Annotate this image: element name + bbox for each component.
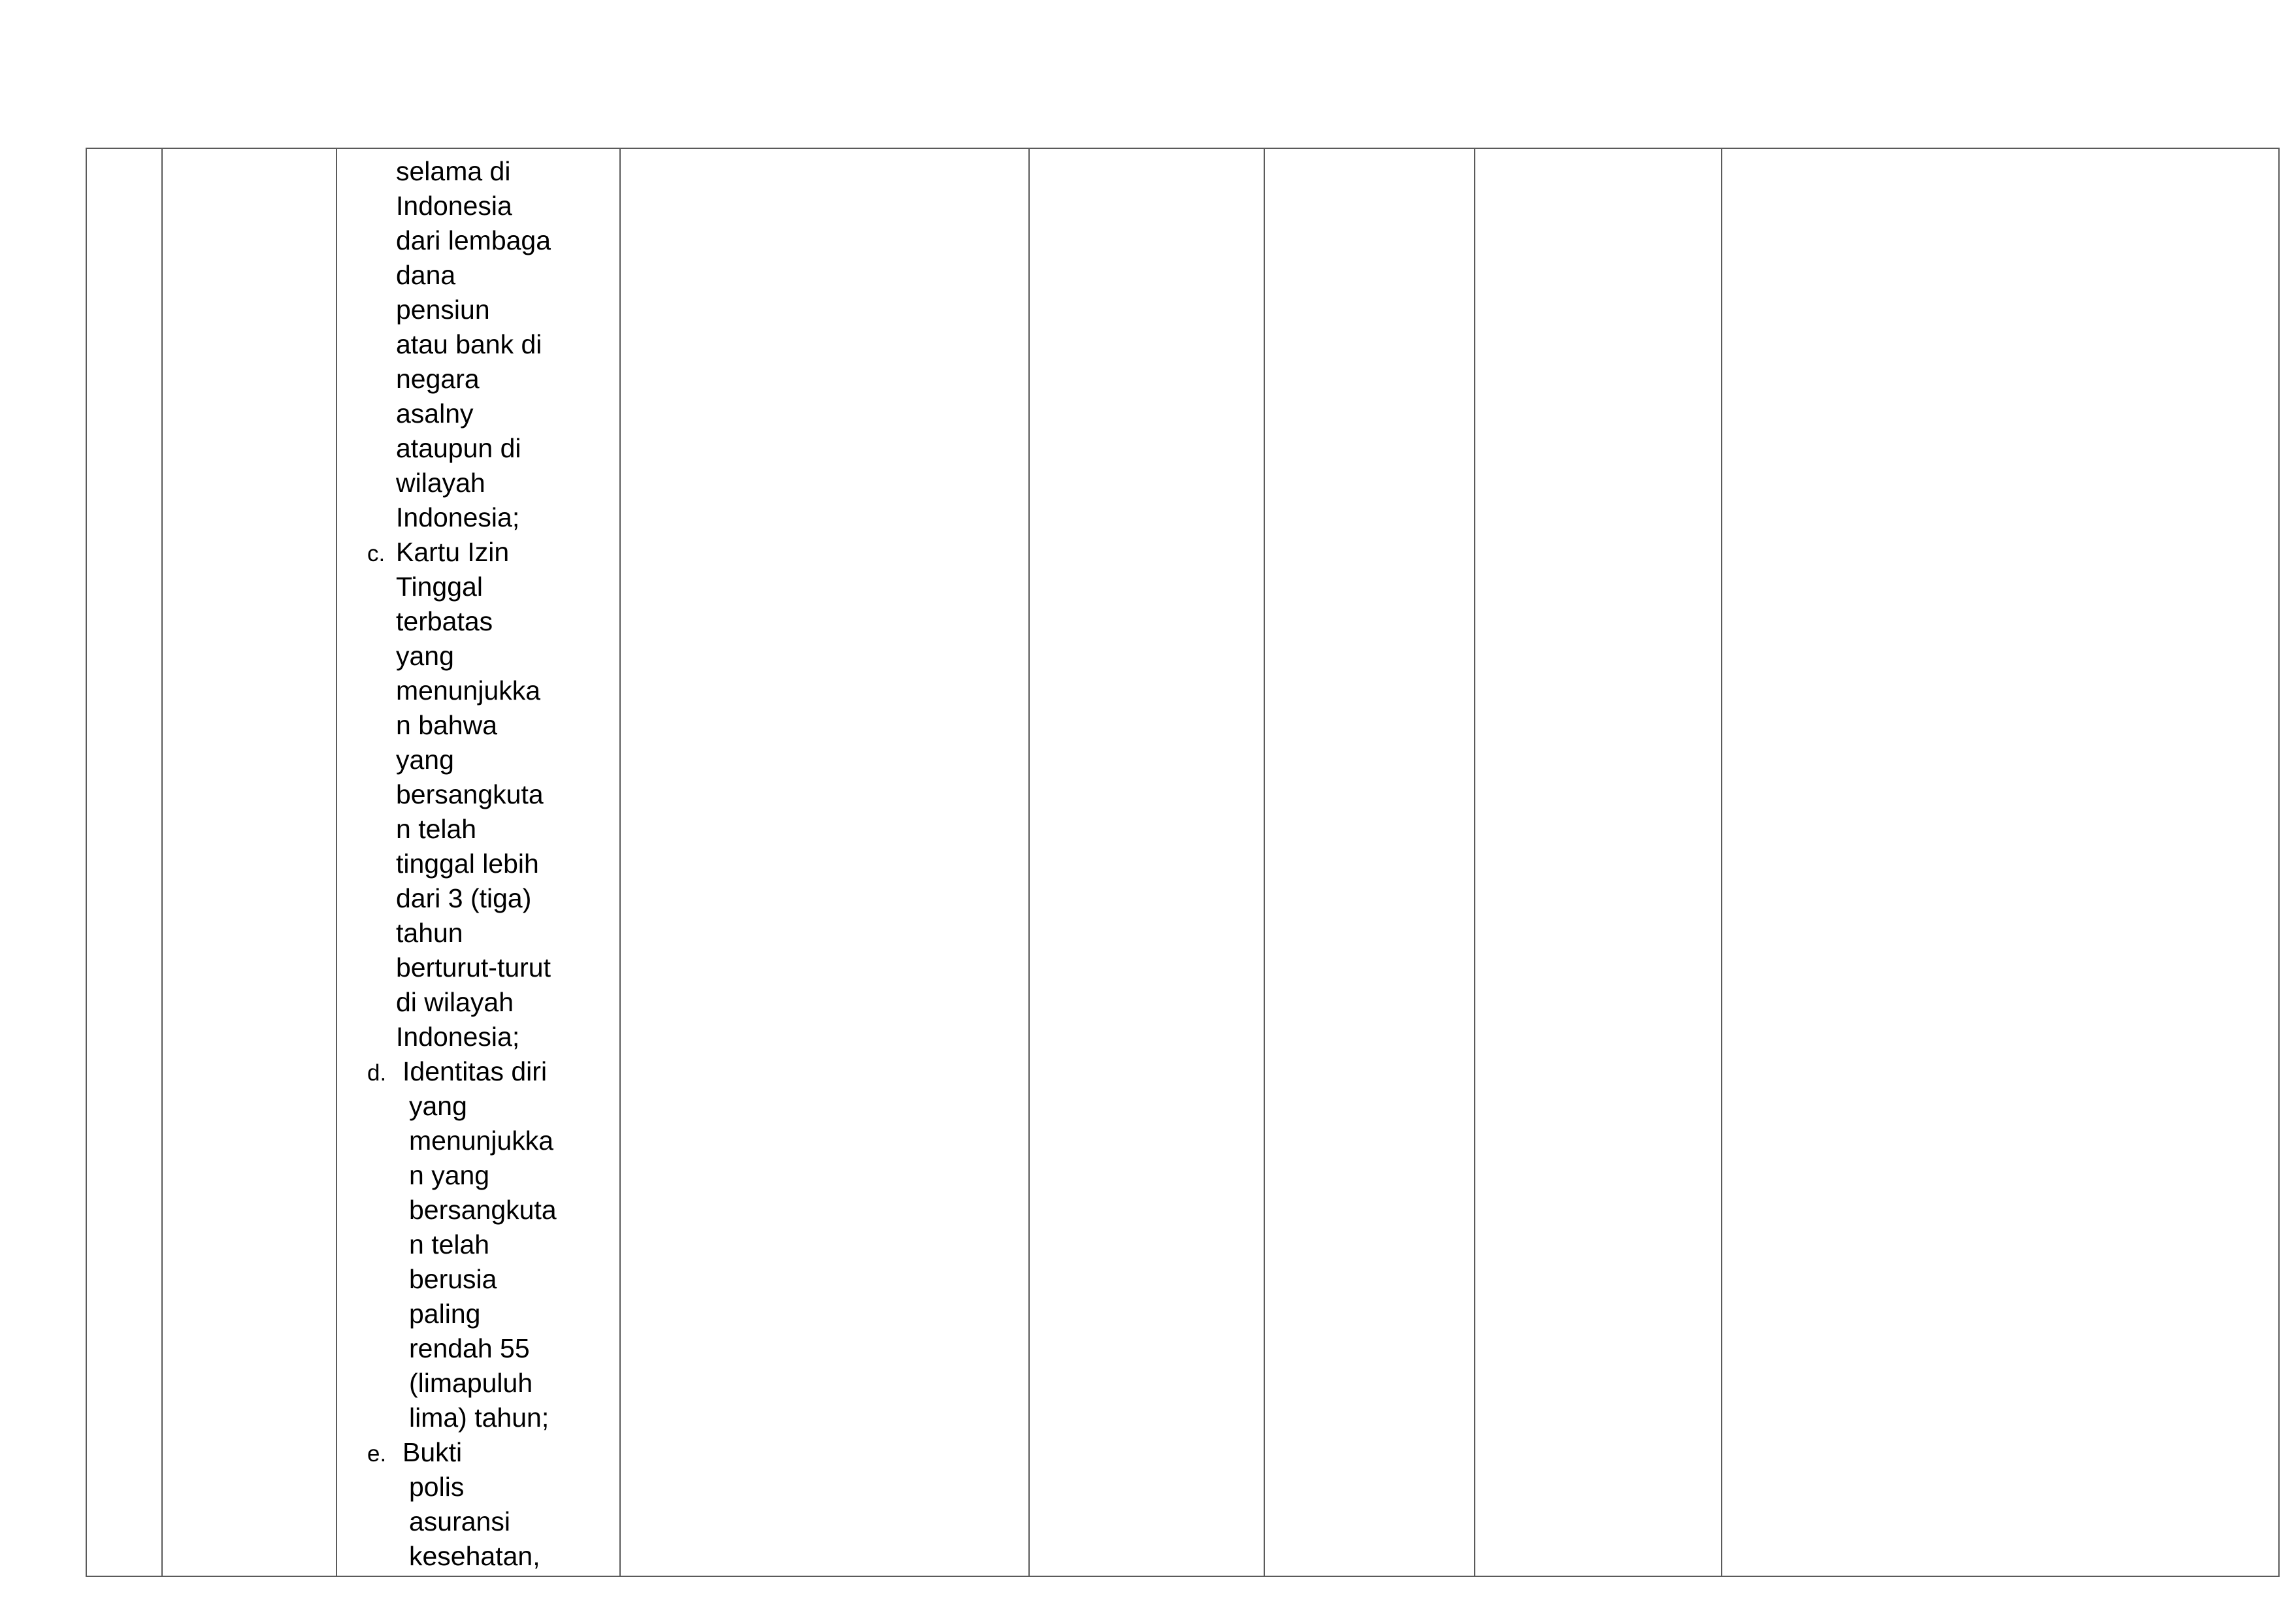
table-cell-4 (620, 148, 1029, 1576)
requirements-cell-content (337, 149, 619, 1576)
list-line: atau bank di (396, 329, 542, 359)
list-line: negara (396, 364, 480, 394)
list-line: ataupun di (396, 433, 521, 463)
table-row (86, 148, 2279, 1576)
list-line: selama di (396, 156, 511, 186)
list-line: dari lembaga (396, 225, 551, 255)
list-line: Indonesia; (396, 502, 520, 532)
list-line: pensiun (396, 295, 490, 325)
list-line: yang (396, 641, 454, 671)
list-line: Indonesia; (396, 1022, 520, 1052)
list-line: berusia (409, 1264, 497, 1294)
list-line: yang (409, 1091, 467, 1121)
list-item (337, 535, 557, 1054)
list-line: Identitas diri (402, 1056, 548, 1086)
list-line: polis (409, 1472, 465, 1502)
table-cell-6 (1264, 148, 1475, 1576)
list-line: di wilayah (396, 987, 514, 1017)
table-cell-8 (1722, 148, 2279, 1576)
list-line: dari 3 (tiga) (396, 883, 532, 913)
list-line: paling (409, 1299, 481, 1329)
list-line: lima) tahun; (409, 1403, 549, 1433)
list-marker: d. (367, 1060, 387, 1086)
list-line: n yang (409, 1160, 490, 1190)
list-line: bersangkuta (396, 779, 544, 809)
list-line: bersangkuta (409, 1195, 557, 1225)
list-line: (limapuluh (409, 1368, 533, 1398)
list-line: yang (396, 745, 454, 775)
list-item (337, 154, 557, 535)
table-cell-requirements (336, 148, 620, 1576)
table-cell-2 (162, 148, 336, 1576)
list-line: terbatas (396, 606, 493, 636)
list-line: Kartu Izin (396, 537, 510, 567)
list-marker: e. (367, 1441, 387, 1467)
list-line: tinggal lebih (396, 849, 539, 879)
list-line: Tinggal (396, 572, 483, 602)
list-line: n telah (396, 814, 477, 844)
list-line: kesehatan, (409, 1541, 540, 1571)
list-line: Bukti (402, 1437, 463, 1467)
list-item (337, 1435, 557, 1574)
list-line: tahun (396, 918, 463, 948)
list-marker: c. (367, 541, 385, 566)
list-line: asuransi (409, 1506, 510, 1536)
requirements-table (86, 148, 2280, 1577)
list-line: n bahwa (396, 710, 498, 740)
list-line: berturut-turut (396, 952, 551, 983)
table-cell-number (86, 148, 162, 1576)
list-item (337, 1054, 557, 1435)
list-line: menunjukka (396, 675, 541, 706)
table-cell-5 (1029, 148, 1264, 1576)
list-line: n telah (409, 1229, 490, 1259)
list-line: Indonesia (396, 191, 512, 221)
list-line: asalny (396, 398, 474, 429)
list-line: rendah 55 (409, 1333, 530, 1363)
table-cell-7 (1475, 148, 1722, 1576)
list-line: wilayah (396, 468, 485, 498)
list-line: dana (396, 260, 456, 290)
list-line: menunjukka (409, 1126, 554, 1156)
requirements-list (337, 154, 557, 1574)
